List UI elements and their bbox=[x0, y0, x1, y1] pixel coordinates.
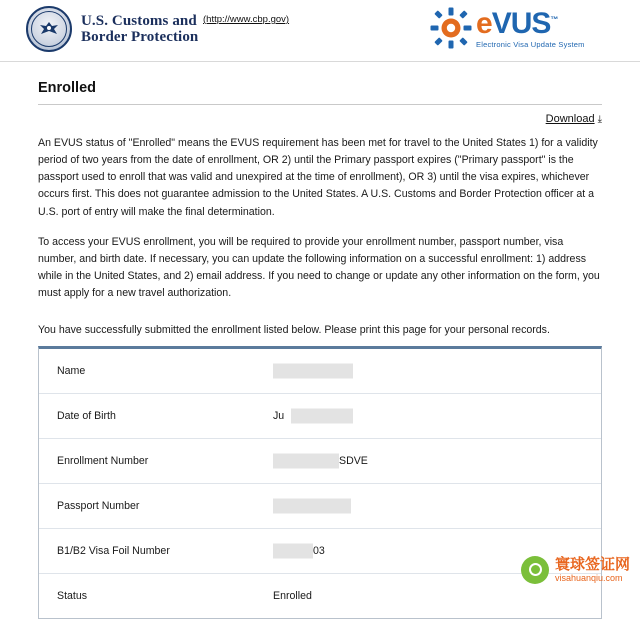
row-label-passport-number: Passport Number bbox=[57, 500, 140, 513]
site-watermark bbox=[521, 556, 630, 584]
access-enrollment-paragraph: To access your EVUS enrollment, you will be required to provide your enrollment number, passport number, visa number, and birth date. If necessary, you can update the following information on a successful enrollment: 1) address while in the United States, and 2) email address. If you need to change or update any other information on the form, you must apply for a new travel authorization. bbox=[38, 235, 600, 300]
download-arrow-icon: ⤓ bbox=[597, 114, 602, 125]
evus-letter-v: V bbox=[491, 7, 511, 40]
redaction-block bbox=[291, 409, 353, 424]
cbp-wordmark bbox=[81, 13, 198, 45]
redaction-block bbox=[273, 499, 351, 514]
cbp-website-link[interactable]: (http://www.cbp.gov) bbox=[203, 14, 290, 25]
row-value-passport-number bbox=[273, 484, 599, 528]
evus-logo-icon bbox=[430, 7, 472, 49]
evus-wordmark bbox=[476, 5, 585, 49]
enrolled-description-paragraph: An EVUS status of "Enrolled" means the EVUS requirement has been met for travel to the United States 1) for a validity period of two years from the date of enrollment, OR 2) until the Primary passport expires ("Primary passport" is the passport used to enroll that was valid and unexpired at the time of enrollment), OR 3) until the visa expires, whichever occurs first. This does not guarantee admission to the United States. A U.S. Customs and Border Protection officer at a U.S. port of entry will make the final determination. bbox=[38, 137, 598, 218]
table-row bbox=[39, 349, 601, 394]
row-label-status: Status bbox=[57, 590, 88, 603]
page-title: Enrolled bbox=[38, 80, 97, 96]
redaction-block bbox=[273, 544, 313, 559]
evus-letter-s: S bbox=[531, 7, 551, 40]
table-row bbox=[39, 574, 601, 618]
eagle-glyph-icon bbox=[36, 19, 62, 41]
row-value-text: SDVE bbox=[339, 455, 368, 468]
download-row bbox=[38, 113, 602, 125]
row-value-text: Ju bbox=[273, 410, 285, 423]
row-label-enrollment-number: Enrollment Number bbox=[57, 455, 149, 468]
evus-letter-e: e bbox=[476, 7, 492, 40]
redaction-block bbox=[273, 454, 339, 469]
watermark-url: visahuanqiu.com bbox=[554, 572, 623, 583]
cbp-line-2: Border Protection bbox=[81, 29, 199, 45]
dhs-cbp-seal-icon bbox=[26, 6, 72, 52]
evus-letter-u: U bbox=[510, 7, 532, 40]
table-row bbox=[39, 484, 601, 529]
title-divider bbox=[38, 104, 602, 105]
row-value-name bbox=[273, 349, 599, 393]
status-badge: Enrolled bbox=[273, 590, 312, 603]
download-button[interactable] bbox=[546, 113, 602, 125]
cbp-branding bbox=[26, 6, 198, 52]
submission-confirmation-text: You have successfully submitted the enrollment listed below. Please print this page for your personal records. bbox=[38, 324, 550, 337]
site-header bbox=[0, 0, 640, 62]
cbp-line-1: U.S. Customs and bbox=[81, 12, 197, 29]
evus-subtitle: Electronic Visa Update System bbox=[476, 40, 585, 49]
row-label-visa-foil-number: B1/B2 Visa Foil Number bbox=[57, 545, 170, 558]
evus-letters bbox=[476, 5, 585, 39]
row-value-dob bbox=[273, 394, 599, 438]
table-row bbox=[39, 439, 601, 484]
row-value-enrollment-number bbox=[273, 439, 599, 483]
row-label-name: Name bbox=[57, 365, 86, 378]
download-label: Download bbox=[545, 113, 595, 125]
watermark-chinese: 寰球签证网 bbox=[554, 555, 630, 573]
row-value-text: 03 bbox=[313, 545, 325, 558]
evus-trademark: ™ bbox=[550, 15, 558, 24]
watermark-text bbox=[555, 557, 630, 584]
main-content bbox=[0, 80, 640, 619]
evus-branding bbox=[430, 5, 585, 49]
row-label-dob: Date of Birth bbox=[57, 410, 116, 423]
enrollment-details-table bbox=[38, 346, 602, 619]
table-row bbox=[39, 394, 601, 439]
table-row bbox=[39, 529, 601, 574]
redaction-block bbox=[273, 364, 353, 379]
huanqiu-leaf-icon bbox=[521, 556, 549, 584]
